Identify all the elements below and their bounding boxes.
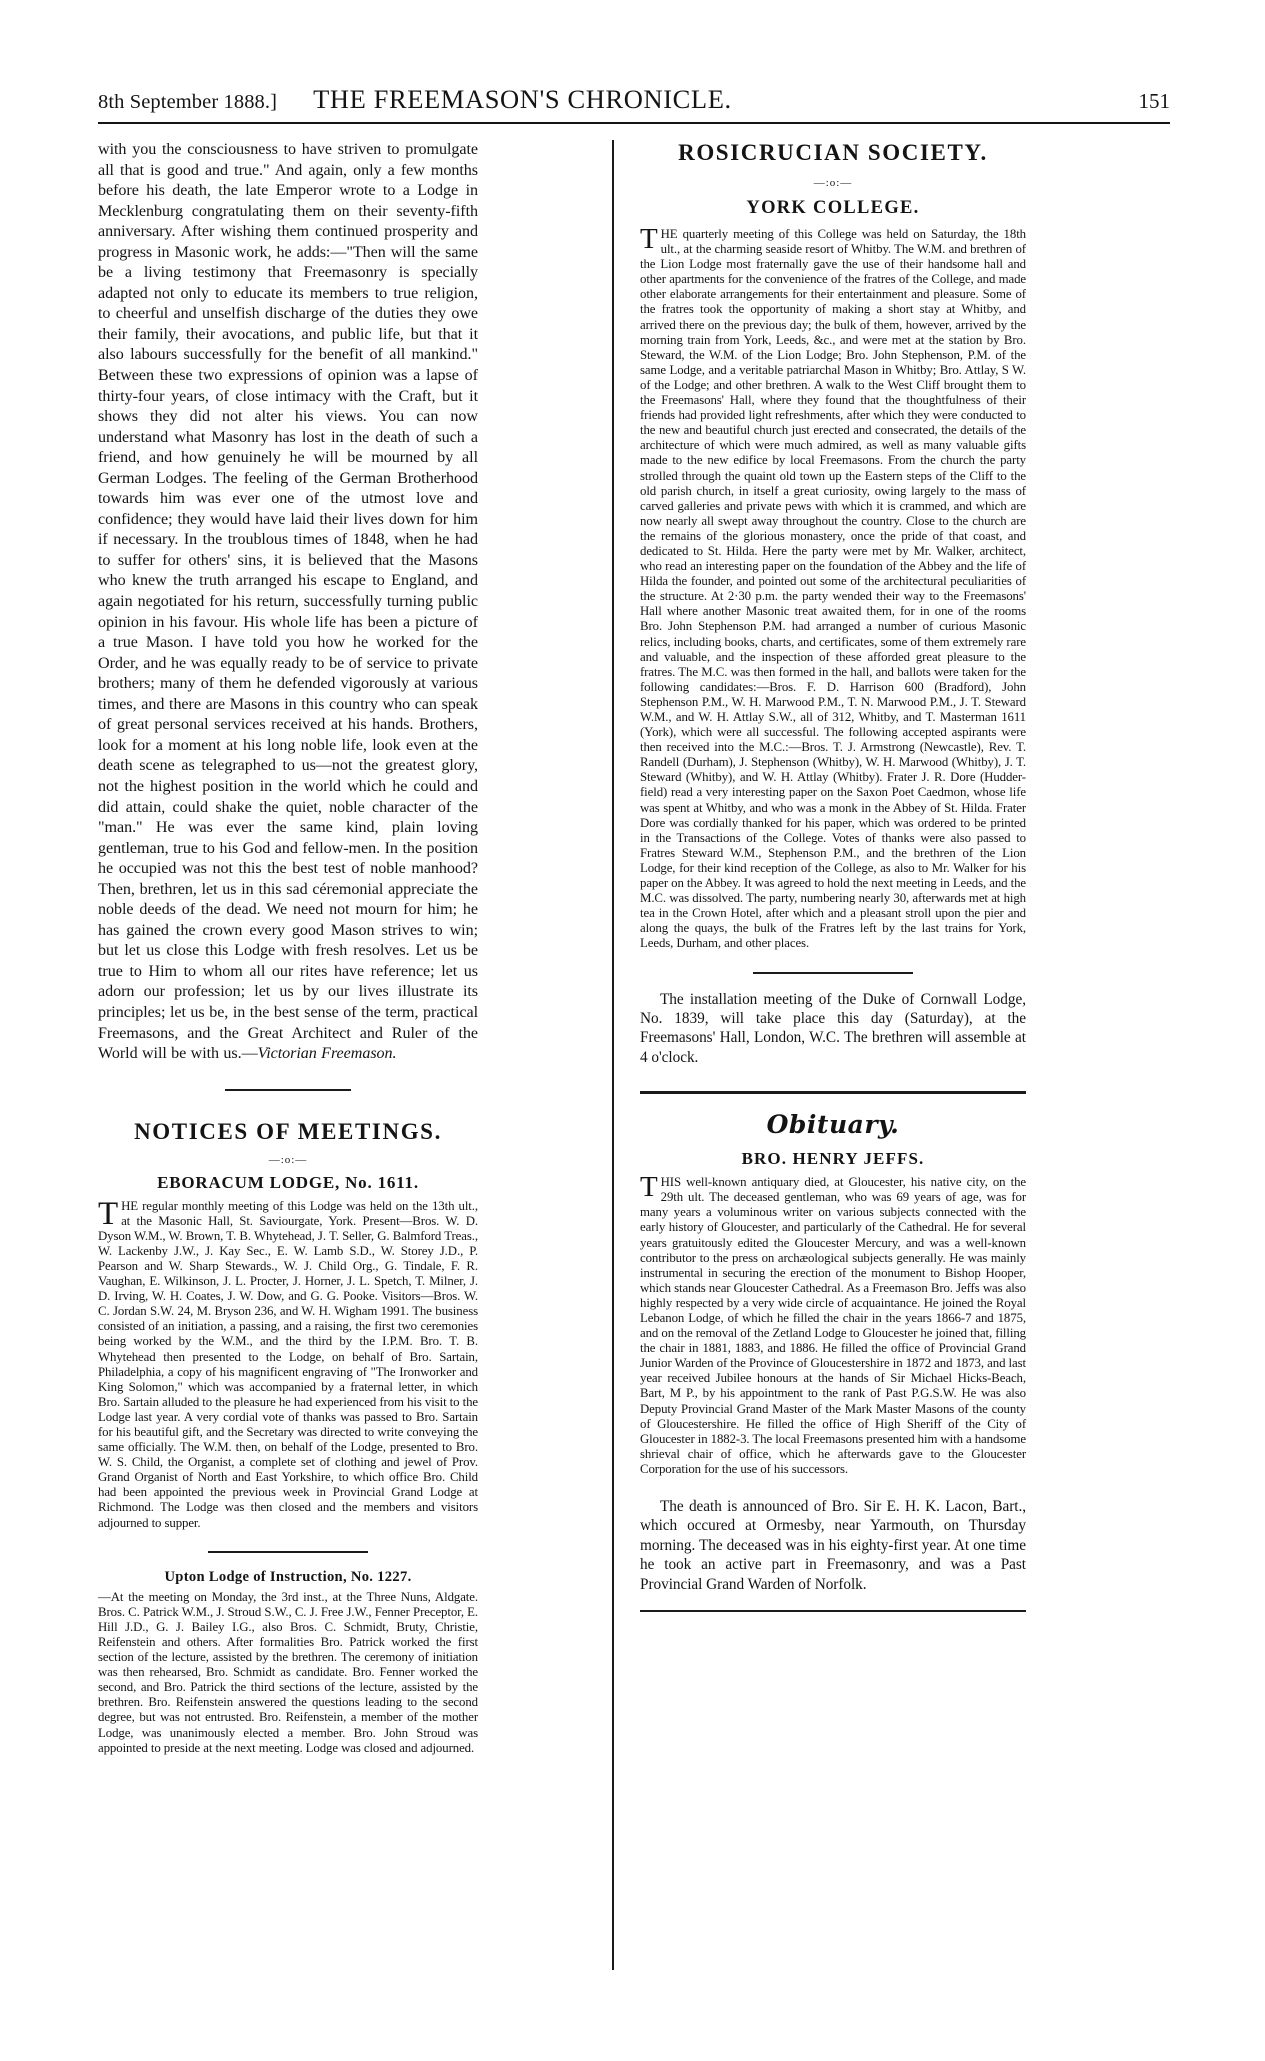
page-bottom-rule bbox=[640, 1610, 1026, 1612]
obituary-person-name: BRO. HENRY JEFFS. bbox=[741, 1149, 925, 1169]
york-college-body bbox=[640, 223, 1026, 952]
cornwall-lodge-notice: The installation meeting of the Duke of Cornwall Lodge, No. 1839, will take place this day (Saturday), at the Freemasons' Hall, London, W.C. The brethren will assemble at 4 o'clock. bbox=[640, 990, 1026, 1066]
masthead-title: THE FREEMASON'S CHRONICLE. bbox=[313, 84, 732, 114]
obituary-body bbox=[640, 1171, 1026, 1477]
eboracum-text: HE regular monthly meeting of this Lodge was held on the 13th ult., at the Masonic Hall, St. Saviourgate, York. Present—Bros. W. D. Dyson W.M., W. Brown, T. B. Whytehead, J. T. Seller, G. Balmford Treas., W. Lackenby J.W., J. Kay Sec., E. W. Lamb S.D., W. Storey J.D., P. Pearson and W. Sharp Stewards., W. J. Child Org., G. Tindale, F. R. Vaughan, E. Wilkinson, J. L. Procter, J. Horner, J. L. Spetch, T. Milner, J. D. Irving, W. H. Coates, J. W. Dow, and G. G. Pooke. Visitors—Bros. W. C. Jordan S.W. 24, M. Bryson 236, and W. H. Wigham 1991. The business consisted of an initiation, a passing, and a raising, the first two ceremonies being worked by the W.M., and the third by the I.P.M. Bro. T. B. Whytehead then presented to the Lodge, on behalf of Bro. Sartain, Philadelphia, a copy of his magnificent engraving of "The Ironworker and King Solomon," which was accompanied by a fraternal letter, in which Bro. Sartain alluded to the pleasure he had experienced from his visit to the Lodge last year. A very cordial vote of thanks was passed to Bro. Sartain for his beautiful gift, and the Secretary was directed to write conveying the same officially. The W.M. then, on behalf of the Lodge, presented to Bro. W. S. Child, the Organist, a complete set of clothing and jewel of Prov. Grand Organist of North and East Yorkshire, to which office Bro. Child had been appointed the previous week in Provincial Grand Lodge at Richmond. The Lodge was then closed and the members and visitors adjourned to supper. bbox=[98, 1198, 478, 1530]
page-number: 151 bbox=[1138, 89, 1170, 113]
york-college-heading: YORK COLLEGE. bbox=[746, 198, 920, 218]
article-source-attribution: Victorian Freemason. bbox=[257, 1045, 397, 1063]
rosicrucian-society-heading: ROSICRUCIAN SOCIETY. bbox=[678, 140, 988, 165]
upton-lodge-body: —At the meeting on Monday, the 3rd inst., at the Three Nuns, Aldgate. Bros. C. Patrick W.M., J. Stroud S.W., C. J. Free J.W., Fenner Preceptor, E. Hill J.D., G. J. Bailey I.G., also Bros. C. Schmidt, Bruty, Christie, Reifenstein and others. After formalities Bro. Patrick worked the first section of the lecture, assisted by the brethren. The ceremony of initiation was then rehearsed, Bro. Schmidt as candidate. Bro. Fenner worked the second, and Bro. Patrick the third sections of the lecture, assisted by the brethren. Bro. Reifenstein answered the questions leading to the second degree, but was not entrusted. Bro. Reifenstein, a member of the mother Lodge, was unanimously elected a member. Bro. John Stroud was appointed to preside at the next meeting. Lodge was closed and adjourned. bbox=[98, 1589, 478, 1755]
masthead-date: 8th September 1888.] bbox=[98, 91, 278, 113]
masthead-rule bbox=[98, 122, 1170, 124]
upton-lodge-heading: Upton Lodge of Instruction, No. 1227. bbox=[164, 1568, 412, 1585]
obituary-heading: Obituary. bbox=[766, 1110, 900, 1140]
column-divider-rule bbox=[612, 140, 614, 1970]
obituary-dropcap: T bbox=[640, 1171, 658, 1204]
eboracum-lodge-body bbox=[98, 1195, 478, 1531]
eboracum-dropcap: T bbox=[98, 1195, 119, 1232]
continued-article-text: with you the consciousness to have striven to promulgate all that is good and true." And again, only a few months before his death, the late Emperor wrote to a Lodge in Mecklenburg congratulating them on their seventy-fifth anniversary. After wishing them continued prosperity and progress in Masonic work, he adds:—"Then will the same be a living testimony that Freemasonry is specially adapted not only to educate its members to true religion, to cheerful and unselfish discharge of the duties they owe their family, their avocations, and public life, but that it also labours successfully for the benefit of all mankind." Between these two expressions of opinion was a lapse of thirty-four years, of close intimacy with the Craft, but it shows they did not alter his views. You can now understand what Masonry has lost in the death of such a friend, and how genuinely he will be mourned by all German Lodges. The feeling of the German Brotherhood towards him was ever one of the utmost love and confidence; they would have laid their lives down for him if necessary. In the troublous times of 1848, when he had to suffer for others' sins, it is believed that the Masons who knew the truth arranged his escape to England, and again negotiated for his return, successfully turning public opinion in his favour. His whole life has been a picture of a true Mason. I have told you how he worked for the Order, and he was equally ready to be of service to private brothers; many of them he defended vigorously at various times, and there are Masons in this country who can speak of great personal services received at his hands. Brothers, look for a moment at his long noble life, look even at the death scene as telegraphed to us—not the greatest glory, not the highest position in the world which he could and did attain, could shake the quiet, noble character of the "man." He was ever the same kind, plain loving gentleman, true to his God and fellow-men. In the position he occupied was not this the best test of noble manhood? Then, brethren, let us in this sad céremonial appreciate the noble deeds of the dead. We need not mourn for him; he has gained the crown every good Mason strives to win; but let us close this Lodge with fresh resolves. Let us be true to Him to whom all our rites have reference; let us adorn our profession; let us by our lives illustrate its principles; let us be, in the best sense of the term, practical Freemasons, and the Great Architect and Ruler of the World will be with us.— bbox=[98, 141, 478, 1063]
eboracum-lodge-heading: EBORACUM LODGE, No. 1611. bbox=[157, 1172, 419, 1192]
left-column bbox=[98, 140, 478, 1756]
york-college-dropcap: T bbox=[640, 223, 658, 255]
right-column bbox=[640, 140, 1026, 1612]
ornament-divider-right: —:o:— bbox=[813, 177, 853, 189]
lacon-death-notice: The death is announced of Bro. Sir E. H. K. Lacon, Bart., which occured at Ormesby, near Yarmouth, on Thursday morning. The deceased was in his eighty-first year. At one time he took an active part in Freemasonry, and was a Past Provincial Grand Warden of Norfolk. bbox=[640, 1498, 1026, 1593]
york-college-text: HE quarterly meeting of this College was held on Saturday, the 18th ult., at the charming seaside resort of Whitby. The W.M. and brethren of the Lion Lodge most fraternally gave the use of their handsome hall and other apartments for the convenience of the fratres of the College, and made other elaborate arrangements for their entertainment and pleasure. Some of the fratres took the opportunity of making a short stay at Whitby, and arrived there on the previous day; the bulk of them, however, arrived by the morning train from York, Leeds, &c., and were met at the station by Bro. Steward, the W.M. of the Lion Lodge; Bro. John Stephenson, P.M. of the same Lodge, and a veritable patriarchal Mason in Whitby; Bro. Attlay, S W. of the Lodge; and other brethren. A walk to the West Cliff brought them to the Freemasons' Hall, where they found that the thoughtfulness of their friends had provided light refreshments, after which they were conducted to the new and beautiful church just erected and consecrated, the details of the architecture of which were much admired, as well as many valuable gifts made to the new edifice by local Freemasons. From the church the party strolled through the quaint old town up the Eastern steps of the Cliff to the old parish church, in itself a great curiosity, owing largely to the mass of carved galleries and private pews with which it is crammed, and which are now nearly all swept away throughout the country. Close to the church are the remains of the glorious monastery, once the pride of that coast, and dedicated to St. Hilda. Here the party were met by Mr. Walker, architect, who read an interesting paper on the foundation of the Abbey and the life of Hilda the founder, and pointed out some of the architectural peculiarities of the structure. At 2·30 p.m. the party wended their way to the Freemasons' Hall where another Masonic treat awaited them, for in one of the rooms Bro. John Stephenson P.M. had arranged a number of curious Masonic relics, including books, charts, and certificates, some of them extremely rare and valuable, and the inspection of these afforded great pleasure to the fratres. The M.C. was then formed in the hall, and ballots were taken for the following candidates:—Bros. F. D. Harrison 600 (Bradford), John Stephenson P.M., W. H. Marwood P.M., T. N. Marwood P.M., J. T. Steward W.M., and W. H. Attlay S.W., all of 312, Whitby, and T. Masterman 1611 (York), which were all successful. The following accepted aspirants were then received into the M.C.:—Bros. T. J. Armstrong (Newcastle), Rev. T. Randell (Durham), J. Stephenson (Whitby), W. H. Marwood (Whitby), J. T. Steward (Whitby), and W. H. Attlay (Whitby). Frater J. R. Dore (Hudder-field) read a very interesting paper on the Saxon Poet Caedmon, whose life was spent at Whitby, and who was a monk in the Abbey of St. Hilda. Frater Dore was cordially thanked for his paper, which was ordered to be printed in the Transactions of the College. Votes of thanks were also passed to Fratres Steward W.M., Stephenson P.M., and the brethren of the Lion Lodge, for their kind reception of the College, as also to Mr. Walker for his paper on the Abbey. It was agreed to hold the next meeting in Leeds, and the M.C. was dissolved. The party, numbering nearly 30, afterwards met at high tea in the Crown Hotel, after which and a pleasant stroll upon the pier and along the quays, the bulk of the Fratres left by the last trains for York, Leeds, Durham, and other places. bbox=[640, 227, 1026, 951]
notices-of-meetings-heading: NOTICES OF MEETINGS. bbox=[134, 1118, 442, 1144]
continued-article-body bbox=[98, 140, 478, 1065]
ornament-divider: —:o:— bbox=[268, 1153, 308, 1166]
obituary-text: HIS well-known antiquary died, at Gloucester, his native city, on the 29th ult. The deceased gentleman, who was 69 years of age, was for many years a voluminous writer on various subjects connected with the early history of Gloucester, and particularly of the Cathedral. He for several years gratuitously edited the Gloucester Mercury, and was a well-known contributor to the press on archæological subjects generally. He was mainly instrumental in securing the erection of the monument to Bishop Hooper, which stands near Gloucester Cathedral. As a Freemason Bro. Jeffs was also highly respected by a very wide circle of acquaintance. He joined the Royal Lebanon Lodge, of which he filled the chair in the years 1866-7 and 1875, and on the removal of the Zetland Lodge to Gloucester he joined that, filling the chair in 1881, 1883, and 1886. He filled the office of Provincial Grand Junior Warden of the Province of Gloucestershire in 1872 and 1873, and last year received Jubilee honours at the hands of Sir Michael Hicks-Beach, Bart, M P., by his appointment to the rank of Past P.G.S.W. He was also Deputy Provincial Grand Master of the Mark Master Masons of the county of Gloucestershire. He filled the office of High Sheriff of the City of Gloucester in 1882-3. The local Freemasons presented him with a handsome shrieval chair of office, which he afterwards gave to the Gloucester Corporation for the use of his successors. bbox=[640, 1175, 1026, 1476]
masthead bbox=[98, 84, 1170, 120]
